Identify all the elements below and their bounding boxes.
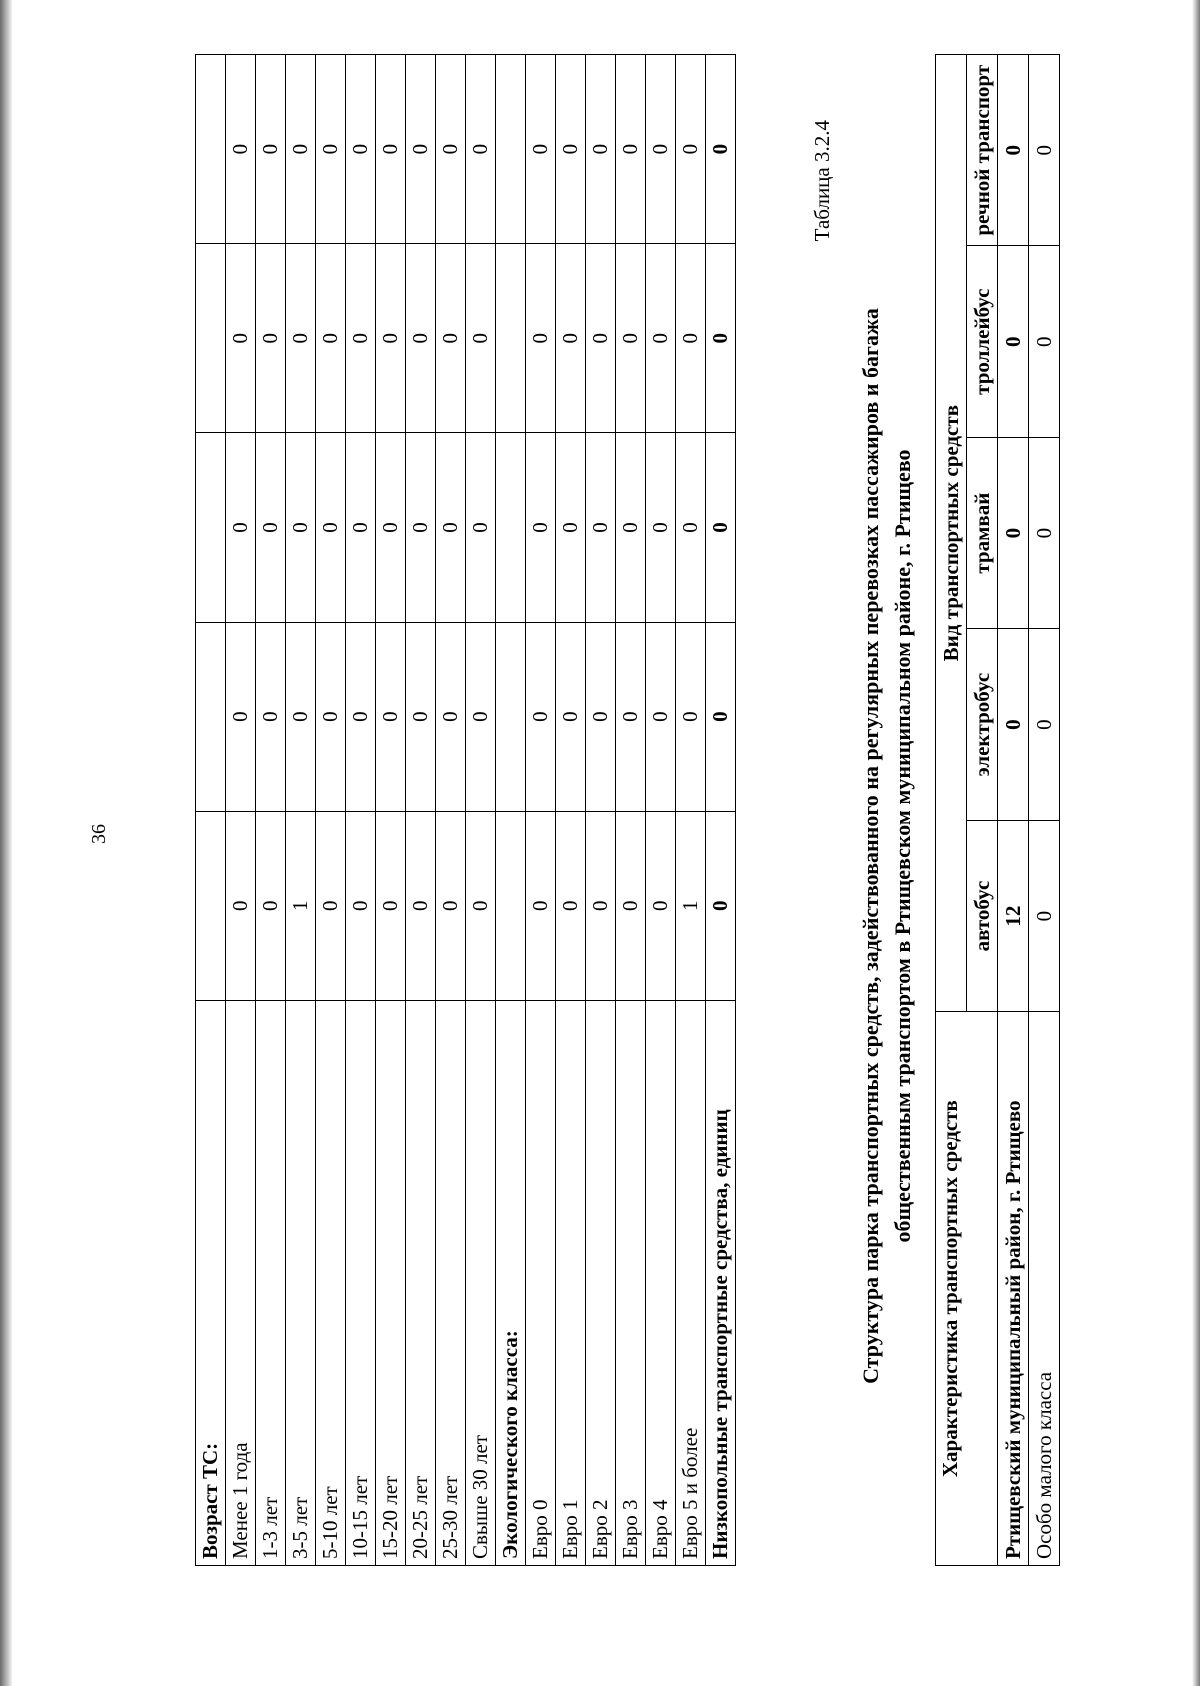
column-header: трамвай xyxy=(967,437,998,628)
cell-value: 0 xyxy=(406,433,436,622)
cell-value: 0 xyxy=(226,433,256,622)
row-label: Евро 3 xyxy=(616,1000,646,1565)
cell-value: 0 xyxy=(616,55,646,244)
row-label: Особо малого класса xyxy=(1029,1012,1060,1566)
cell-value: 0 xyxy=(998,246,1029,437)
cell-value: 0 xyxy=(706,55,736,244)
cell-value xyxy=(196,433,226,622)
cell-value: 0 xyxy=(436,811,466,1000)
cell-value: 0 xyxy=(436,55,466,244)
column-header: электробус xyxy=(967,629,998,820)
cell-value: 0 xyxy=(316,244,346,433)
cell-value: 0 xyxy=(316,622,346,811)
caption-line-2: общественным транспортом в Ртищевском муниципальном районе, г. Ртищево xyxy=(890,449,915,1243)
cell-value: 0 xyxy=(676,622,706,811)
cell-value: 0 xyxy=(346,55,376,244)
cell-value: 0 xyxy=(706,433,736,622)
cell-value xyxy=(196,622,226,811)
row-label: 10-15 лет xyxy=(346,1000,376,1565)
table-row xyxy=(646,55,676,1566)
cell-value: 0 xyxy=(286,55,316,244)
cell-value: 0 xyxy=(406,811,436,1000)
cell-value: 0 xyxy=(466,811,496,1000)
cell-value: 0 xyxy=(286,622,316,811)
cell-value xyxy=(196,811,226,1000)
cell-value: 0 xyxy=(526,55,556,244)
cell-value: 0 xyxy=(436,244,466,433)
table-row xyxy=(556,55,586,1566)
header-characteristics: Характеристика транспортных средств xyxy=(936,1012,998,1566)
cell-value: 0 xyxy=(256,433,286,622)
vehicle-age-eco-table xyxy=(195,54,736,1566)
table-row xyxy=(676,55,706,1566)
table-row xyxy=(496,55,526,1566)
row-label: Евро 2 xyxy=(586,1000,616,1565)
cell-value: 0 xyxy=(346,811,376,1000)
cell-value: 0 xyxy=(556,55,586,244)
cell-value: 0 xyxy=(376,55,406,244)
column-header: речной транспорт xyxy=(967,55,998,246)
table-row xyxy=(286,55,316,1566)
cell-value: 0 xyxy=(316,433,346,622)
cell-value: 0 xyxy=(406,244,436,433)
cell-value: 0 xyxy=(676,244,706,433)
table-row xyxy=(998,55,1029,1566)
cell-value: 0 xyxy=(226,55,256,244)
cell-value: 0 xyxy=(226,811,256,1000)
cell-value: 0 xyxy=(526,433,556,622)
cell-value: 0 xyxy=(466,55,496,244)
cell-value: 0 xyxy=(676,433,706,622)
cell-value: 0 xyxy=(998,55,1029,246)
cell-value: 0 xyxy=(556,811,586,1000)
row-label: 5-10 лет xyxy=(316,1000,346,1565)
cell-value: 0 xyxy=(346,622,376,811)
cell-value: 0 xyxy=(376,811,406,1000)
table-row xyxy=(226,55,256,1566)
cell-value: 0 xyxy=(586,811,616,1000)
cell-value: 0 xyxy=(706,811,736,1000)
cell-value: 0 xyxy=(706,244,736,433)
cell-value: 0 xyxy=(556,244,586,433)
cell-value: 0 xyxy=(646,622,676,811)
cell-value: 0 xyxy=(466,433,496,622)
cell-value: 0 xyxy=(466,244,496,433)
row-label: Евро 5 и более xyxy=(676,1000,706,1565)
table-row xyxy=(346,55,376,1566)
table-row xyxy=(316,55,346,1566)
row-label: 3-5 лет xyxy=(286,1000,316,1565)
cell-value: 0 xyxy=(646,433,676,622)
row-label: Свыше 30 лет xyxy=(466,1000,496,1565)
cell-value: 0 xyxy=(1029,246,1060,437)
cell-value: 0 xyxy=(676,55,706,244)
cell-value: 0 xyxy=(706,622,736,811)
cell-value xyxy=(496,433,526,622)
cell-value: 0 xyxy=(406,55,436,244)
cell-value: 0 xyxy=(256,55,286,244)
row-label: 15-20 лет xyxy=(376,1000,406,1565)
page-number: 36 xyxy=(88,824,110,844)
row-label: Евро 0 xyxy=(526,1000,556,1565)
table-row xyxy=(586,55,616,1566)
row-label: Низкопольные транспортные средства, единиц xyxy=(706,1000,736,1565)
cell-value: 1 xyxy=(676,811,706,1000)
cell-value: 0 xyxy=(586,55,616,244)
cell-value xyxy=(496,55,526,244)
cell-value: 0 xyxy=(436,622,466,811)
cell-value: 0 xyxy=(406,622,436,811)
row-label: Евро 4 xyxy=(646,1000,676,1565)
cell-value: 0 xyxy=(556,433,586,622)
cell-value: 0 xyxy=(1029,437,1060,628)
cell-value: 0 xyxy=(1029,820,1060,1011)
row-label: 25-30 лет xyxy=(436,1000,466,1565)
table-row xyxy=(526,55,556,1566)
cell-value: 0 xyxy=(616,433,646,622)
caption-line-1: Структура парка транспортных средств, задействованного на регулярных перевозках пассажиров и багажа xyxy=(858,308,883,1384)
cell-value: 0 xyxy=(526,622,556,811)
cell-value: 0 xyxy=(998,629,1029,820)
table-row xyxy=(706,55,736,1566)
fleet-structure-table xyxy=(935,54,1060,1566)
cell-value xyxy=(196,244,226,433)
cell-value: 0 xyxy=(436,433,466,622)
column-header: троллейбус xyxy=(967,246,998,437)
cell-value xyxy=(196,55,226,244)
table-row xyxy=(256,55,286,1566)
cell-value xyxy=(496,622,526,811)
table-row xyxy=(466,55,496,1566)
cell-value: 0 xyxy=(646,244,676,433)
table-number: Таблица 3.2.4 xyxy=(810,120,834,242)
cell-value: 0 xyxy=(1029,55,1060,246)
cell-value: 0 xyxy=(526,811,556,1000)
cell-value: 0 xyxy=(586,244,616,433)
cell-value: 0 xyxy=(226,622,256,811)
column-header: автобус xyxy=(967,820,998,1011)
cell-value: 0 xyxy=(346,433,376,622)
row-label: Евро 1 xyxy=(556,1000,586,1565)
row-label: Ртищевский муниципальный район, г. Ртищево xyxy=(998,1012,1029,1566)
cell-value: 0 xyxy=(616,811,646,1000)
cell-value: 0 xyxy=(256,811,286,1000)
cell-value: 0 xyxy=(616,244,646,433)
cell-value: 12 xyxy=(998,820,1029,1011)
cell-value: 0 xyxy=(316,55,346,244)
table-row xyxy=(196,55,226,1566)
cell-value: 0 xyxy=(286,433,316,622)
table-row xyxy=(1029,55,1060,1566)
cell-value: 0 xyxy=(998,437,1029,628)
cell-value: 0 xyxy=(466,622,496,811)
cell-value: 0 xyxy=(616,622,646,811)
cell-value: 0 xyxy=(1029,629,1060,820)
cell-value: 0 xyxy=(586,433,616,622)
table-caption xyxy=(855,126,919,1566)
table-row xyxy=(616,55,646,1566)
cell-value: 0 xyxy=(646,55,676,244)
cell-value: 0 xyxy=(376,622,406,811)
row-label: Экологического класса: xyxy=(496,1000,526,1565)
cell-value: 0 xyxy=(226,244,256,433)
cell-value: 0 xyxy=(346,244,376,433)
cell-value: 0 xyxy=(256,622,286,811)
cell-value: 0 xyxy=(316,811,346,1000)
row-label: Менее 1 года xyxy=(226,1000,256,1565)
cell-value: 0 xyxy=(376,433,406,622)
cell-value: 0 xyxy=(646,811,676,1000)
cell-value: 0 xyxy=(376,244,406,433)
cell-value: 0 xyxy=(256,244,286,433)
cell-value: 0 xyxy=(286,244,316,433)
table-row xyxy=(436,55,466,1566)
cell-value: 0 xyxy=(556,622,586,811)
cell-value xyxy=(496,244,526,433)
table-row xyxy=(406,55,436,1566)
row-label: Возраст ТС: xyxy=(196,1000,226,1565)
header-vehicle-type: Вид транспортных средств xyxy=(936,55,967,1012)
row-label: 1-3 лет xyxy=(256,1000,286,1565)
cell-value: 0 xyxy=(586,622,616,811)
cell-value: 0 xyxy=(526,244,556,433)
row-label: 20-25 лет xyxy=(406,1000,436,1565)
table-row xyxy=(376,55,406,1566)
cell-value: 1 xyxy=(286,811,316,1000)
cell-value xyxy=(496,811,526,1000)
